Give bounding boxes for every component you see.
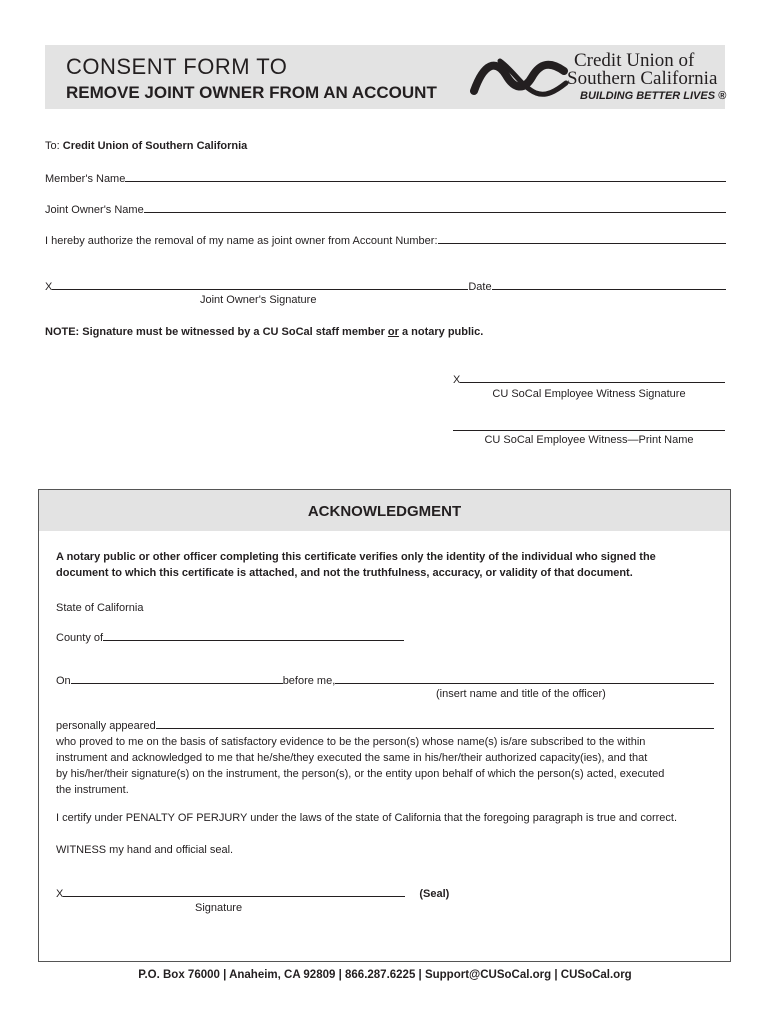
witness-print-name-caption: CU SoCal Employee Witness—Print Name [484,434,694,446]
date-field[interactable] [492,279,726,290]
form-title-line2: REMOVE JOINT OWNER FROM AN ACCOUNT [66,83,437,102]
joint-owner-name-row [45,202,726,216]
acknowledgment-intro-line1: A notary public or other officer completing this certificate verifies only the identity of the individual who signed the [56,551,656,563]
credit-union-logo-mark [470,53,570,99]
joint-owner-name-field[interactable] [144,202,726,213]
authorize-text: I hereby authorize the removal of my name as joint owner from Account Number: [45,235,438,247]
county-field[interactable] [103,630,404,641]
appeared-label: personally appeared [56,720,156,732]
before-me-label: before me, [282,675,336,687]
member-name-label: Member's Name [45,173,126,185]
member-name-row [45,171,726,185]
paragraph-line3: by his/her/their signature(s) on the instrument, the person(s), or the entity upon behalf of which the person(s) acted, executed [56,768,665,780]
notary-date-field[interactable] [71,673,283,684]
acknowledgment-intro [56,549,721,581]
officer-caption: (insert name and title of the officer) [436,688,606,700]
joint-owner-signature-row [45,279,726,293]
paragraph-line4: the instrument. [56,784,129,796]
note-text-end: a notary public. [398,326,484,338]
witness-signature-row [453,372,725,386]
state-text: State of California [56,602,144,614]
to-line [45,140,247,152]
note-text-start: NOTE: Signature must be witnessed by a CU SoCal staff member [45,326,388,338]
paragraph-line1: who proved to me on the basis of satisfactory evidence to be the person(s) whose name(s) is/are subscribed to the within [56,736,646,748]
acknowledgment-title: ACKNOWLEDGMENT [307,503,462,520]
to-label: To: [45,140,60,152]
joint-owner-signature-field[interactable] [52,279,468,290]
appeared-name-field[interactable] [156,718,714,729]
note-text [45,326,483,338]
account-number-field[interactable] [438,233,726,244]
notary-signature-caption: Signature [195,902,243,914]
note-or: or [387,326,399,338]
witness-print-name-field[interactable] [453,430,725,431]
notary-signature-field[interactable] [63,886,405,897]
acknowledgment-paragraph [56,734,726,798]
witness-signature-caption: CU SoCal Employee Witness Signature [492,388,686,400]
paragraph-line2: instrument and acknowledged to me that he/she/they executed the same in his/her/their authorized capacity(ies), and that [56,752,648,764]
signature-x-mark: X [45,281,53,293]
notary-x-mark: X [56,888,64,900]
joint-owner-signature-caption: Joint Owner's Signature [200,294,317,306]
footer-contact-info: P.O. Box 76000 | Anaheim, CA 92809 | 866.287.6225 | Support@CUSoCal.org | CUSoCal.org [138,969,632,981]
witness-official-seal-text: WITNESS my hand and official seal. [56,844,234,856]
appeared-row [56,718,714,732]
notary-date-row [56,673,714,687]
joint-owner-name-label: Joint Owner's Name [45,204,144,216]
to-recipient: Credit Union of Southern California [62,140,248,152]
form-title-line1: CONSENT FORM TO [66,54,288,79]
certify-text: I certify under PENALTY OF PERJURY under the laws of the state of California that the foregoing paragraph is true and correct. [56,812,678,824]
on-label: On [56,675,71,687]
acknowledgment-intro-line2: document to which this certificate is attached, and not the truthfulness, accuracy, or validity of that document. [56,567,633,579]
logo-name-line2: Southern California [567,68,718,89]
logo-name-line1: Credit Union of [574,50,695,71]
county-label: County of [56,632,104,644]
officer-name-field[interactable] [335,673,714,684]
witness-x-mark: X [453,374,461,386]
notary-signature-row [56,886,456,900]
seal-label: (Seal) [419,888,450,900]
logo-tagline: BUILDING BETTER LIVES ® [580,90,727,102]
account-number-row [45,233,726,247]
date-label: Date [468,281,492,293]
member-name-field[interactable] [125,171,726,182]
county-row [56,630,404,644]
witness-signature-field[interactable] [460,372,725,383]
